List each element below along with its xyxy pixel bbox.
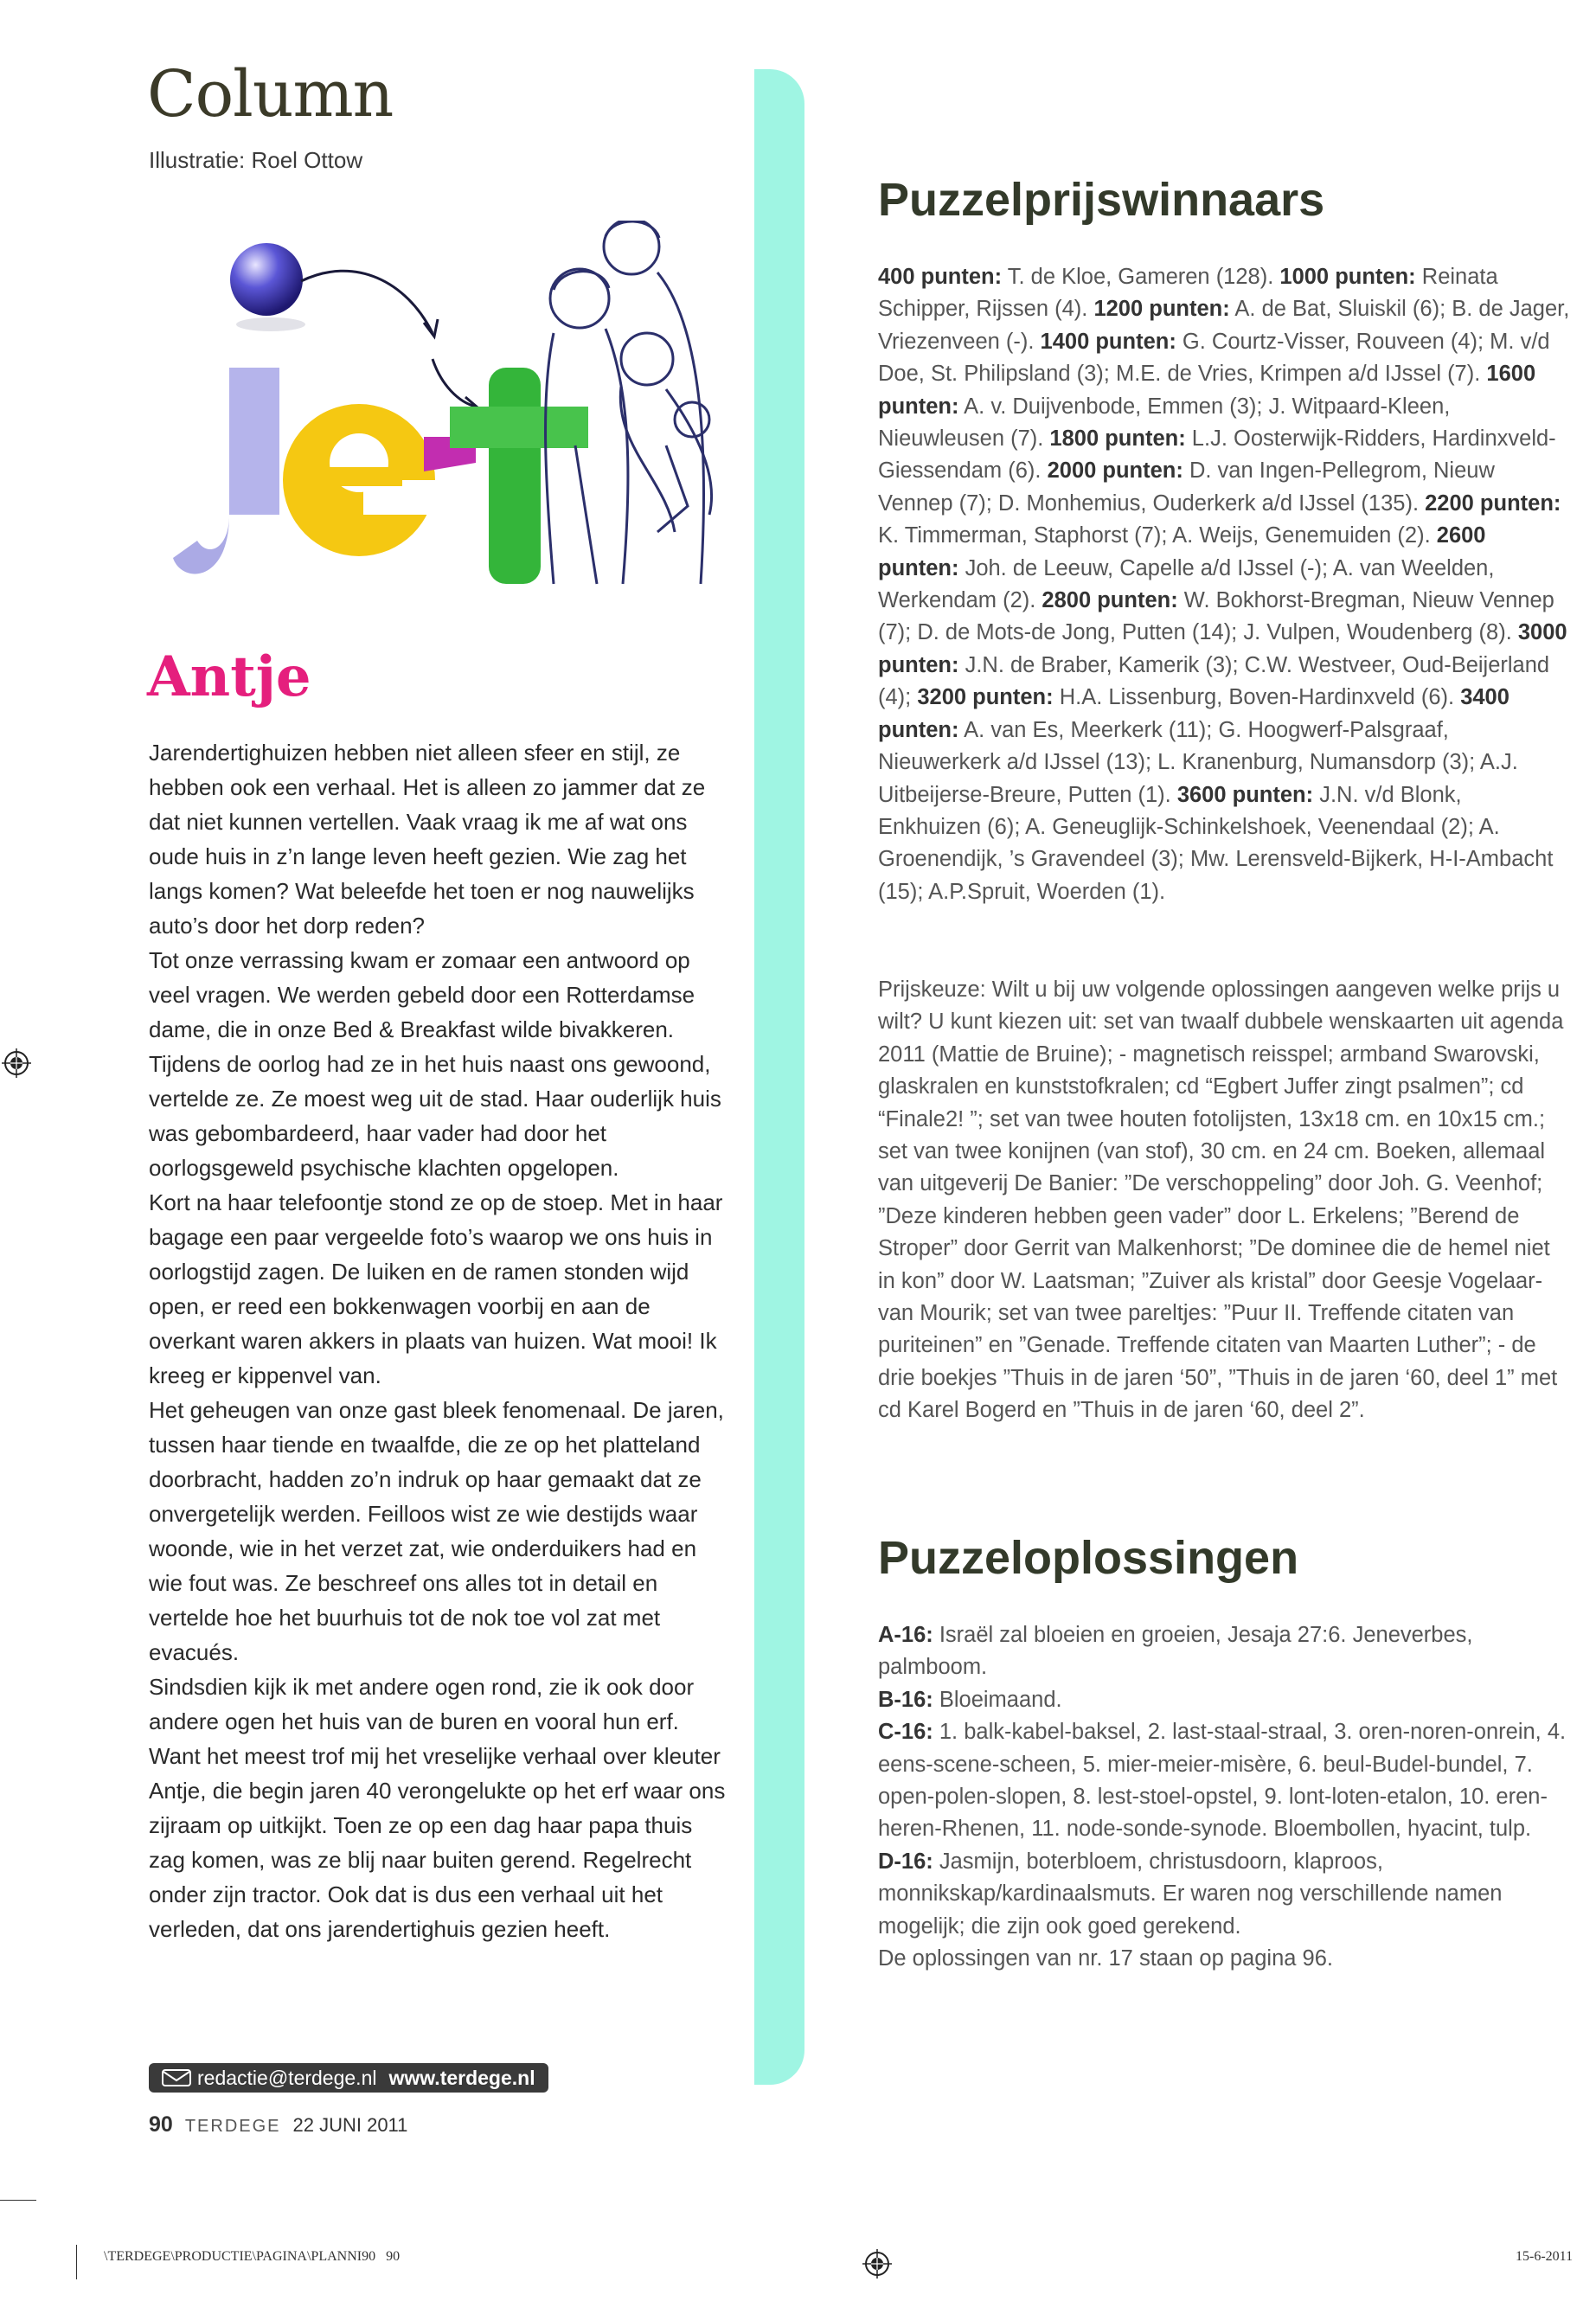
- winner-entry: 3600 punten: J.N. v/d Blonk, Enkhuizen (6); A. Geneuglijk-Schinkelshoek, Veenendaal (2); A. Groenendijk, ’s Gravendeel (3); Mw. Lerensveld-Bijkerk, H-I-Ambacht (15); A.P.Spruit, Woerden (1).: [878, 782, 1554, 904]
- winner-entry: 2600 punten: Joh. de Leeuw, Capelle a/d IJssel (-); A. van Weelden, Werkendam (2).: [878, 523, 1495, 613]
- winner-entry: 1800 punten: L.J. Oosterwijk-Ridders, Hardinxveld-Giessendam (6).: [878, 426, 1556, 484]
- print-slug-path: \TERDEGE\PRODUCTIE\PAGINA\PLANNI90 90: [104, 2249, 401, 2264]
- article-paragraph: Sindsdien kijk ik met andere ogen rond, zie ik ook door andere ogen het huis van de buren en vooral hun erf. Want het meest trof mij het vreselijke verhaal over kleuter Antje, die begin jaren 40 verongelukte op het erf waar ons zijraam op uitkijkt. Toen ze op een dag haar papa thuis zag komen, was ze blij naar buiten gerend. Regelrecht onder zijn tractor. Ook dat is dus een verhaal uit het verleden, dat ons jarendertighuis gezien heeft.: [149, 1674, 726, 1942]
- winner-entry: 3000 punten: J.N. de Braber, Kamerik (3); C.W. Westveer, Oud-Beijerland (4);: [878, 620, 1567, 710]
- winner-entry: 2000 punten: D. van Ingen-Pellegrom, Nieuw Vennep (7); D. Monhemius, Ouderkerk a/d IJssel (135).: [878, 458, 1495, 516]
- winner-entry: 3200 punten: H.A. Lissenburg, Boven-Hardinxveld (6).: [917, 685, 1461, 710]
- page-footer: [149, 2112, 407, 2138]
- article-paragraph: Kort na haar telefoontje stond ze op de stoep. Met in haar bagage een paar vergeelde foto’s waarop we ons huis in oorlogstijd zagen. De luiken en de ramen stonden wijd open, er reed een bokkenwagen voorbij en aan de overkant waren akkers in plaats van huizen. Wat mooi! Ik kreeg er kippenvel van.: [149, 1189, 723, 1388]
- solution-item: C-16: 1. balk-kabel-baksel, 2. last-staal-straal, 3. oren-noren-onrein, 4. eens-scene-scheen, 5. mier-meier-misère, 6. beul-Budel-bundel, 7. open-polen-slopen, 8. lest-stoel-opstel, 9. lont-loten-etalon, 10. eren-heren-Rhenen, 11. node-sonde-synode. Bloembollen, hyacint, tulp.: [878, 1720, 1567, 1842]
- winner-entry: 1000 punten: Reinata Schipper, Rijssen (4).: [878, 265, 1498, 322]
- solutions-list: [878, 1619, 1570, 1975]
- contact-bar: [149, 2063, 548, 2093]
- registration-mark-icon: [2, 1048, 31, 1078]
- winners-list: [878, 261, 1570, 908]
- winner-entry: 1600 punten: A. v. Duijvenbode, Emmen (3); J. Witpaard-Kleen, Nieuwleusen (7).: [878, 362, 1536, 452]
- magazine-name: TERDEGE: [184, 2117, 281, 2136]
- website-link[interactable]: www.terdege.nl: [388, 2067, 535, 2089]
- winner-entry: 2200 punten: K. Timmerman, Staphorst (7); A. Weijs, Genemuiden (2).: [878, 490, 1561, 548]
- registration-mark-icon: [862, 2249, 892, 2279]
- solutions-title: Puzzeloplossingen: [878, 1532, 1299, 1584]
- article-paragraph: Tot onze verrassing kwam er zomaar een antwoord op veel vragen. We werden gebeld door een Rotterdamse dame, die in onze Bed & Breakfast wilde bivakkeren. Tijdens de oorlog had ze in het huis naast ons gewoond, vertelde ze. Ze moest weg uit de stad. Haar ouderlijk huis was gebombardeerd, haar vader had door het oorlogsgeweld psychische klachten opgelopen.: [149, 947, 721, 1181]
- envelope-icon: [161, 2068, 192, 2087]
- issue-date: 22 JUNI 2011: [292, 2114, 408, 2136]
- article-body: [149, 735, 728, 1946]
- solution-item: B-16: Bloeimaand.: [878, 1687, 1062, 1712]
- winners-title: Puzzelprijswinnaars: [878, 174, 1325, 226]
- article-title: Antje: [147, 644, 311, 709]
- winner-entry: 2800 punten: W. Bokhorst-Bregman, Nieuw Vennep (7); D. de Mots-de Jong, Putten (14); J. Vulpen, Woudenberg (8).: [878, 588, 1554, 645]
- article-paragraph: Jarendertighuizen hebben niet alleen sfeer en stijl, ze hebben ook een verhaal. Het is alleen zo jammer dat ze dat niet kunnen vertellen. Vaak vraag ik me af wat ons oude huis in z’n lange leven heeft gezien. Wie zag het langs komen? Wat beleefde het toen er nog nauwelijks auto’s door het dorp reden?: [149, 740, 706, 939]
- page-number: 90: [149, 2112, 173, 2137]
- print-slug-date: 15-6-2011: [1516, 2249, 1574, 2264]
- solution-item: D-16: Jasmijn, boterbloem, christusdoorn, klaproos, monnikskap/kardinaalsmuts. Er waren nog verschillende namen mogelijk; die zijn ook goed gerekend.: [878, 1849, 1503, 1939]
- column-title: Column: [147, 57, 394, 131]
- winner-entry: 400 punten: T. de Kloe, Gameren (128).: [878, 265, 1280, 289]
- teal-divider-band: [754, 69, 804, 2085]
- winner-entry: 1400 punten: G. Courtz-Visser, Rouveen (4); M. v/d Doe, St. Philipsland (3); M.E. de Vries, Krimpen a/d IJssel (7).: [878, 329, 1550, 387]
- winner-entry: 1200 punten: A. de Bat, Sluiskil (6); B. de Jager, Vriezenveen (-).: [878, 297, 1570, 354]
- article-paragraph: Het geheugen van onze gast bleek fenomenaal. De jaren, tussen haar tiende en twaalfde, die ze op het platteland doorbracht, hadden zo’n indruk op haar gemaakt dat ze onvergetelijk werden. Feilloos wist ze wie destijds waar woonde, wie in het verzet zat, wie onderduikers had en wie fout was. Ze beschreef ons alles tot in detail en vertelde hoe het buurhuis tot de nok toe vol zat met evacués.: [149, 1397, 724, 1665]
- winner-entry: 3400 punten: A. van Es, Meerkerk (11); G. Hoogwerf-Palsgraaf, Nieuwerkerk a/d IJssel (13); L. Kranenburg, Numansdorp (3); A.J. Uitbeijerse-Breure, Putten (1).: [878, 685, 1518, 807]
- solution-item: A-16: Israël zal bloeien en groeien, Jesaja 27:6. Jeneverbes, palmboom.: [878, 1623, 1473, 1680]
- crop-mark: [76, 2245, 77, 2279]
- email-link[interactable]: redactie@terdege.nl: [197, 2067, 377, 2089]
- illustration-credit: Illustratie: Roel Ottow: [149, 147, 363, 173]
- crop-mark: [0, 2200, 36, 2201]
- prize-choice-text: Prijskeuze: Wilt u bij uw volgende oplossingen aangeven welke prijs u wilt? U kunt kiezen uit: set van twaalf dubbele wenskaarten uit agenda 2011 (Mattie de Bruine); - magnetisch reisspel; armband Swarovski, glaskralen en kunststofkralen; cd “Egbert Juffer zingt psalmen”; cd “Finale2! ”; set van twee houten fotolijsten, 13x18 cm. en 10x15 cm.; set van twee konijnen (van stof), 30 cm. en 24 cm. Boeken, allemaal van uitgeverij De Banier: ”De verschoppeling” door Joh. G. Veenhof; ”Deze kinderen hebben geen vader” door L. Erkelens; ”Berend de Stroper” door Gerrit van Malkenhorst; ”De dominee die de hemel niet in kon” door W. Laatsman; ”Zuiver als kristal” door Geesje Vogelaar-van Mourik; set van twee pareltjes: ”Puur II. Treffende citaten van puriteinen” en ”Genade. Treffende citaten van Maarten Luther”; - de drie boekjes ”Thuis in de jaren ‘50”, ”Thuis in de jaren ‘60, deel 1” met cd Karel Bogerd en ”Thuis in de jaren ‘60, deel 2”.: [878, 977, 1564, 1423]
- jet-logo-illustration: [147, 221, 735, 601]
- solutions-note: De oplossingen van nr. 17 staan op pagina 96.: [878, 1946, 1333, 1971]
